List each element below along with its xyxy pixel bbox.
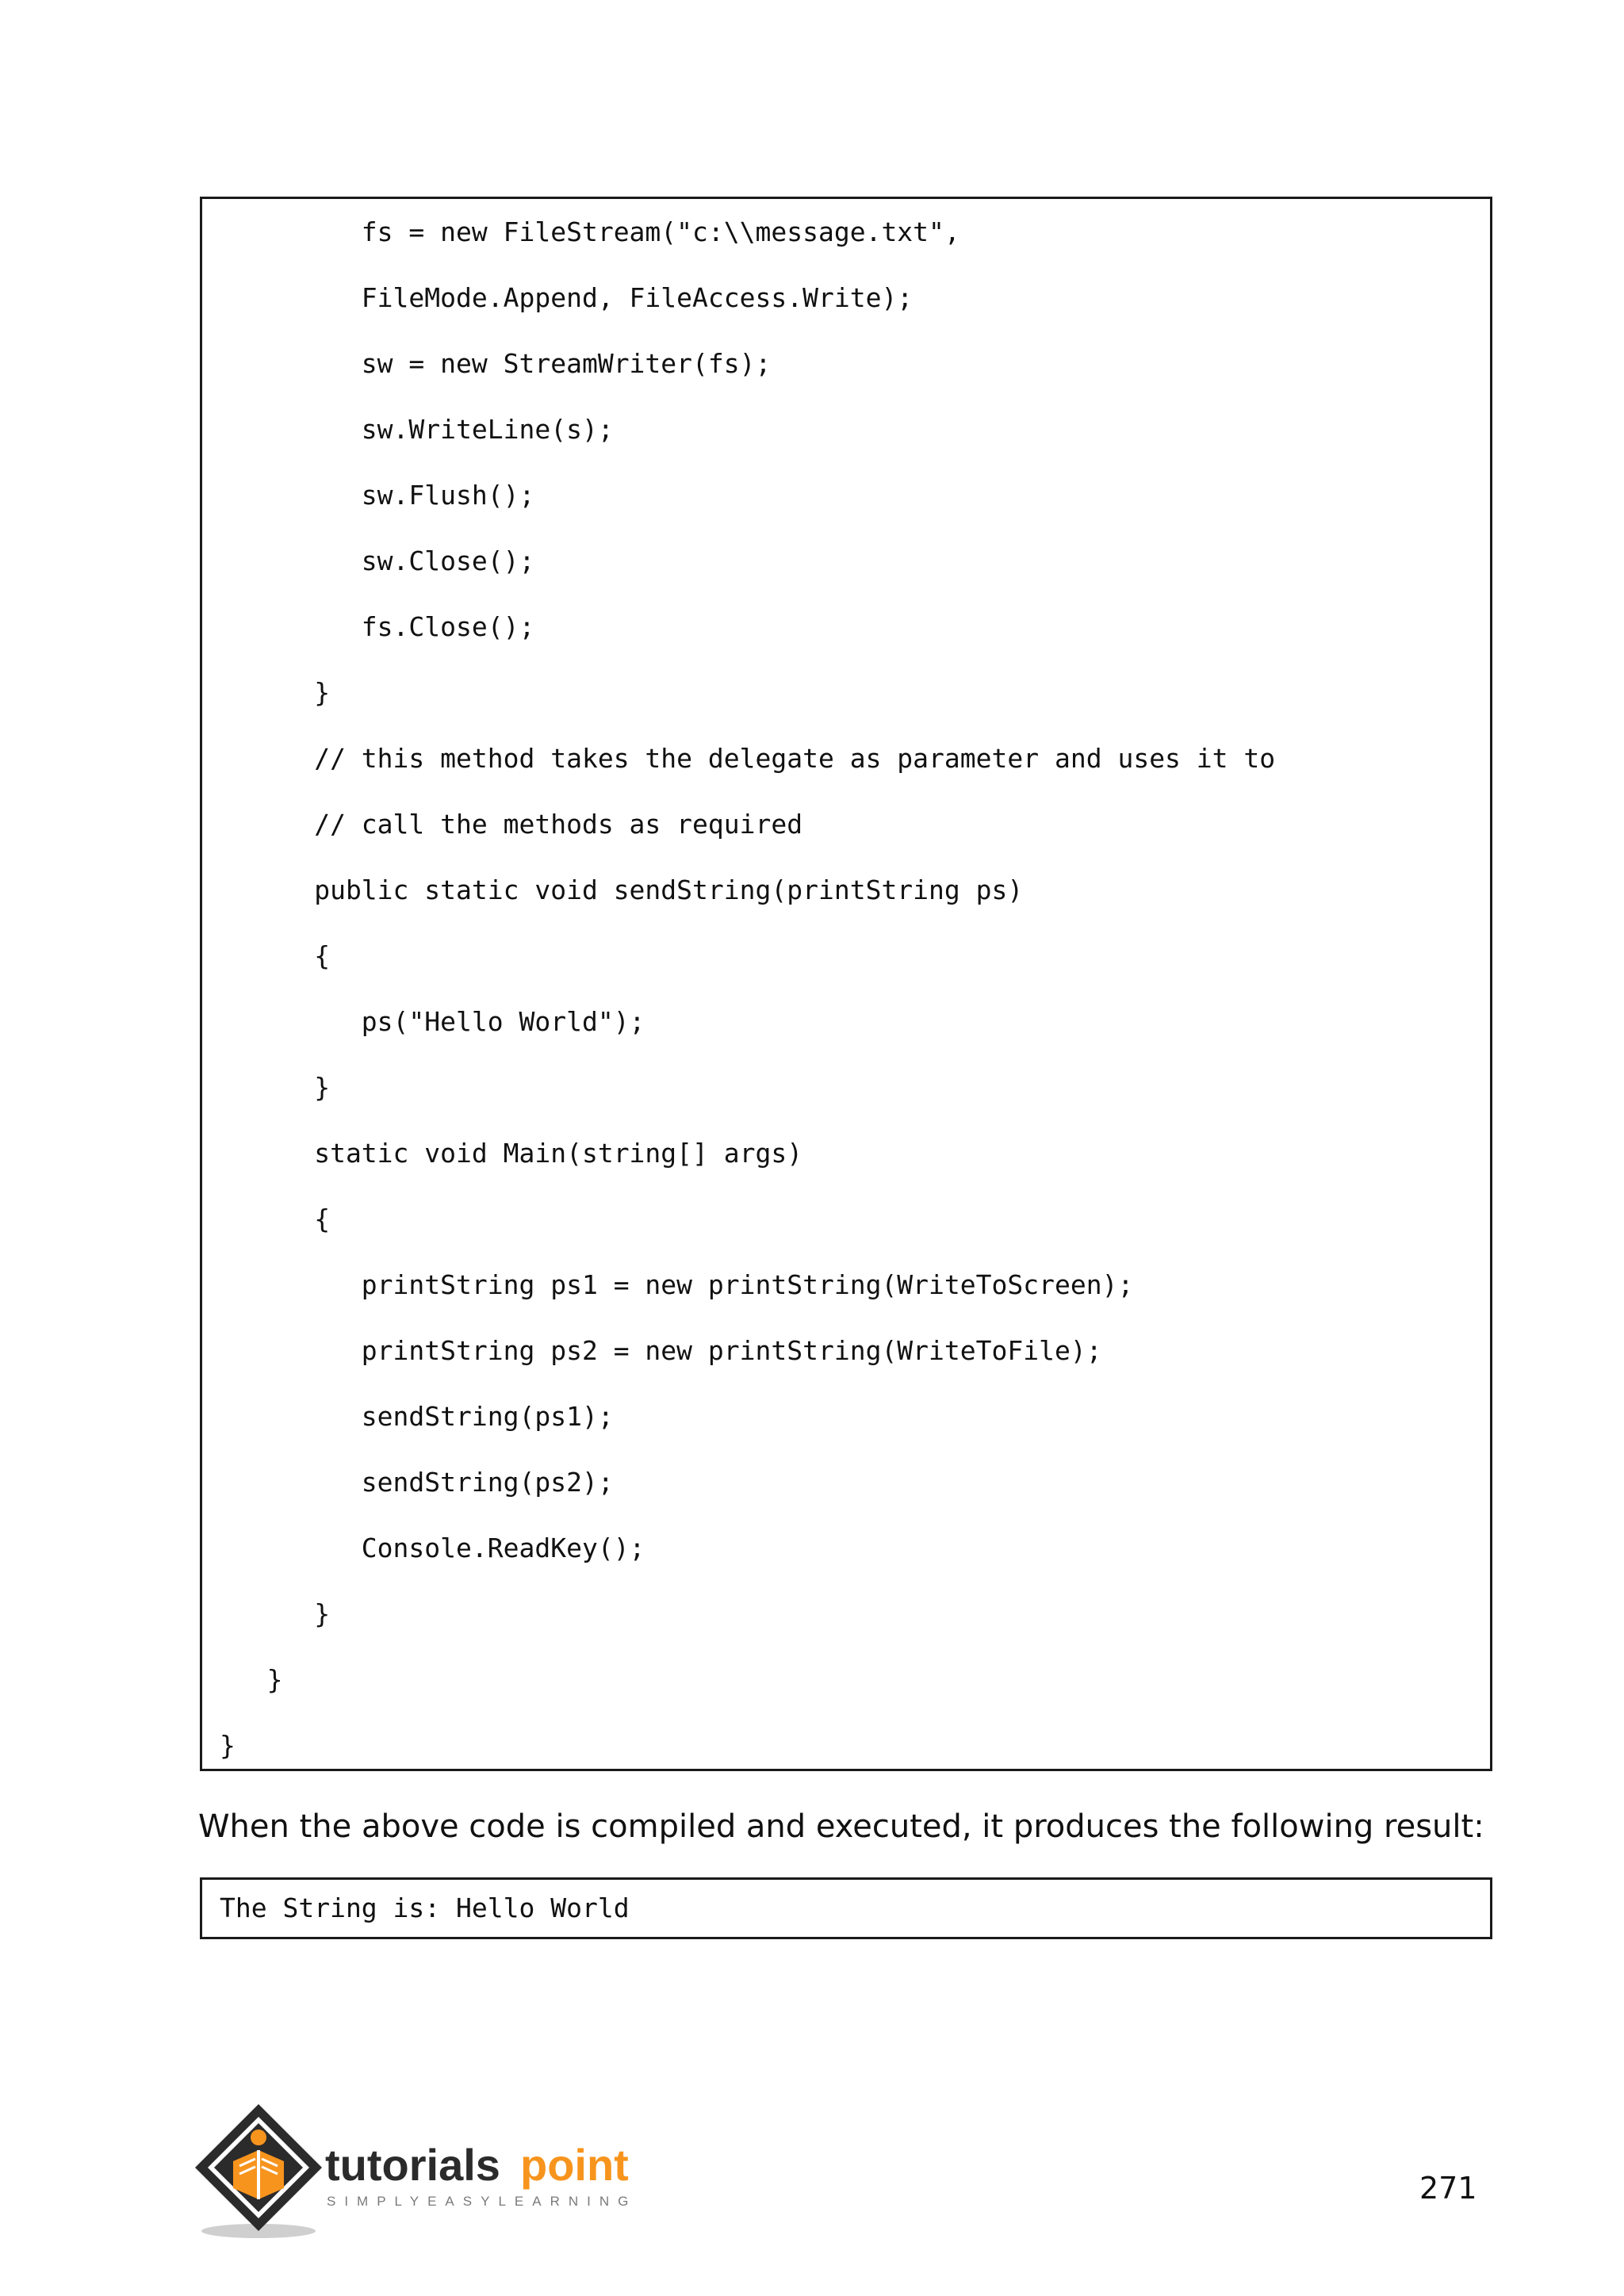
code-line: ps("Hello World");: [220, 1006, 645, 1037]
code-comment: // this method takes the delegate as parameter and uses it to: [220, 743, 1276, 774]
code-line: FileMode.Append, FileAccess.Write);: [220, 282, 914, 313]
code-line: sendString(ps2);: [220, 1467, 614, 1498]
code-line: public static void sendString(printString ps): [220, 874, 1024, 905]
code-line: }: [220, 1072, 331, 1103]
code-line: sendString(ps1);: [220, 1401, 614, 1432]
code-line: {: [220, 940, 331, 971]
code-line: fs = new FileStream("c:\\message.txt",: [220, 216, 960, 247]
code-line: sw.Close();: [220, 545, 535, 576]
code-line: printString ps1 = new printString(WriteToScreen);: [220, 1269, 1134, 1300]
code-line: sw.Flush();: [220, 480, 535, 511]
code-line: sw = new StreamWriter(fs);: [220, 348, 772, 379]
page-number: 271: [1419, 2171, 1477, 2206]
logo-word-dark: tutorials: [325, 2140, 500, 2190]
logo-tagline: SIMPLYEASYLEARNING: [327, 2194, 638, 2209]
code-line: static void Main(string[] args): [220, 1138, 803, 1169]
output-line: The String is: Hello World: [220, 1892, 630, 1923]
code-line: Console.ReadKey();: [220, 1533, 645, 1563]
code-line: }: [220, 1664, 283, 1695]
logo-word-accent: point: [520, 2140, 629, 2190]
code-line: printString ps2 = new printString(WriteToFile);: [220, 1335, 1102, 1366]
code-line: sw.WriteLine(s);: [220, 414, 614, 445]
result-caption: When the above code is compiled and executed, it produces the following result:: [198, 1808, 1484, 1845]
code-comment: // call the methods as required: [220, 809, 803, 840]
code-line: {: [220, 1203, 331, 1234]
code-line: fs.Close();: [220, 611, 535, 642]
code-line: }: [220, 677, 331, 708]
output-block: [200, 1877, 1492, 1939]
code-block: [200, 197, 1492, 1771]
tutorialspoint-logo: [193, 2099, 653, 2242]
code-line: }: [220, 1730, 236, 1761]
code-line: }: [220, 1598, 331, 1629]
